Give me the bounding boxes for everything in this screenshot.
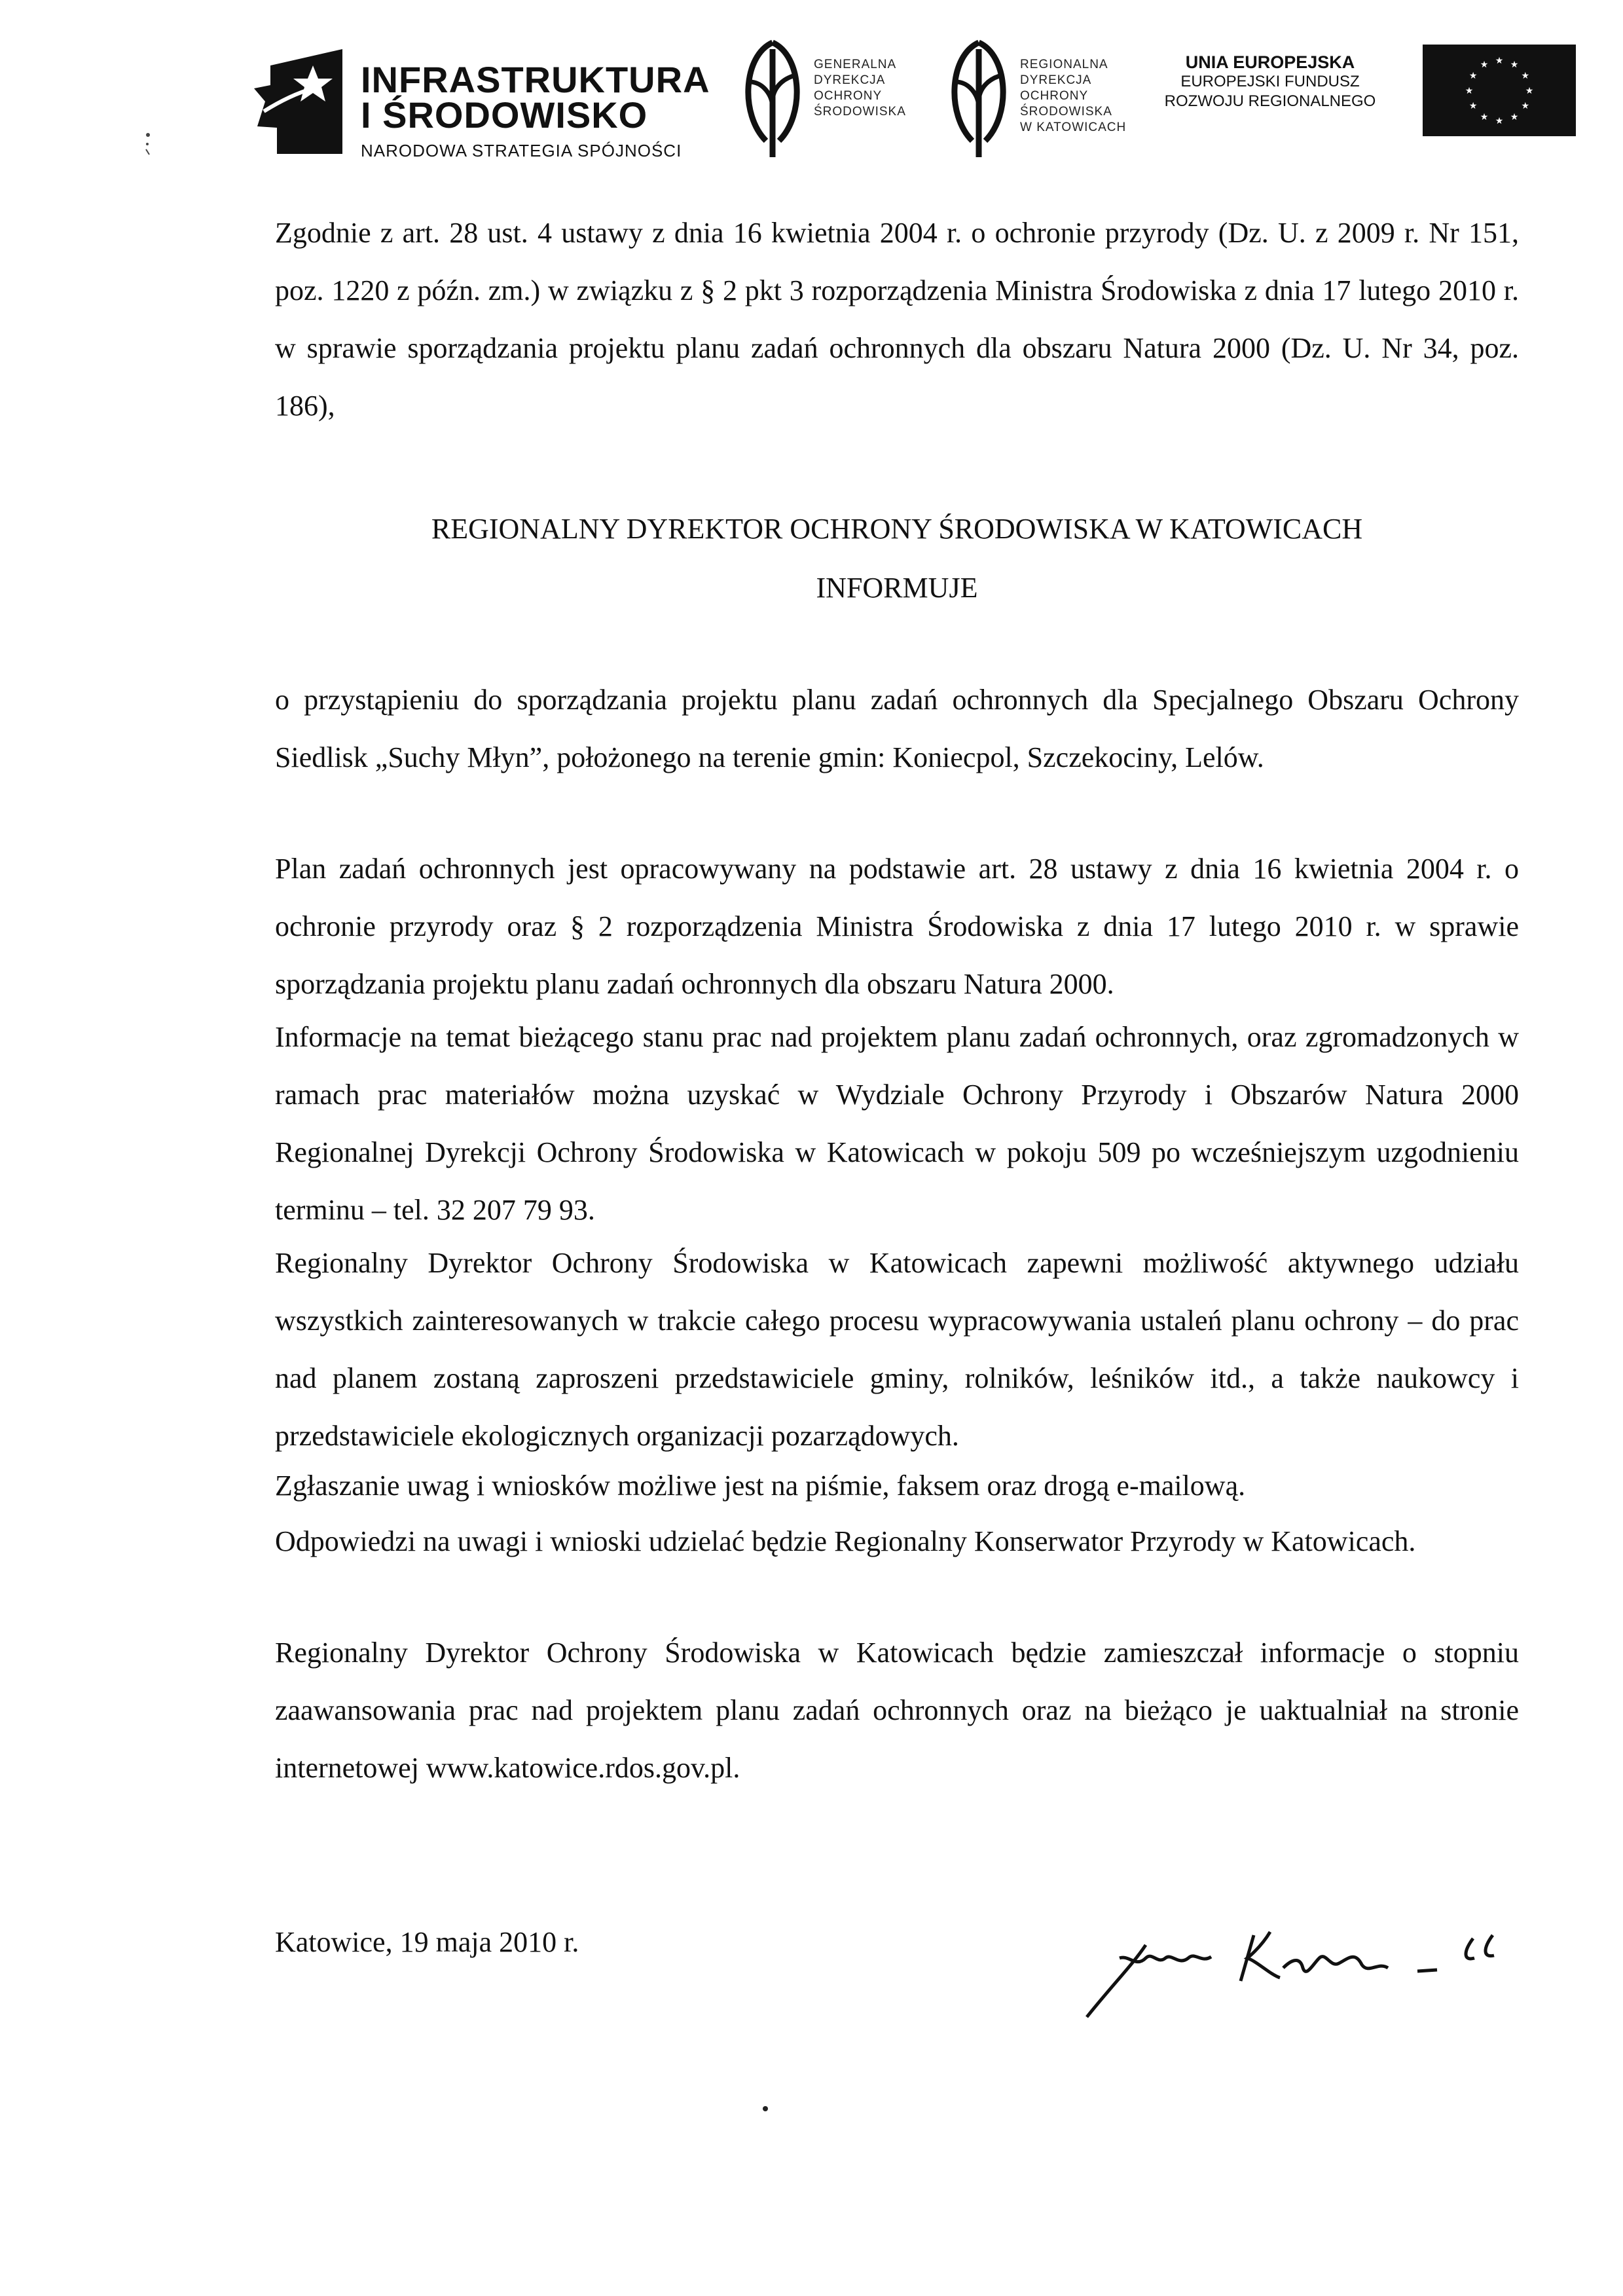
paragraph-4: Regionalny Dyrektor Ochrony Środowiska w Katowicach zapewni możliwość aktywnego udziału wszystkich zainteresowanych w trakcie całego procesu wypracowywania ustaleń planu ochrony – do prac nad planem zostaną zaproszeni przedstawiciele gminy, rolników, leśników itd., a także naukowcy i przedstawiciele ekologicznych organizacji pozarządowych. bbox=[275, 1247, 1519, 1452]
date-line: Katowice, 19 maja 2010 r. bbox=[275, 1926, 579, 1958]
infrastruktura-logo bbox=[251, 36, 709, 160]
gdos-logo bbox=[737, 36, 913, 160]
eu-line1: UNIA EUROPEJSKA bbox=[1185, 52, 1355, 72]
eu-star-icon: ★ bbox=[1525, 86, 1534, 96]
gdos-line: ŚRODOWISKA bbox=[814, 105, 906, 119]
leaf-emblem-icon bbox=[943, 36, 1015, 160]
rdos-line: ŚRODOWISKA bbox=[1020, 105, 1112, 119]
rdos-logo bbox=[943, 36, 1139, 167]
paragraph-2: Plan zadań ochronnych jest opracowywany na podstawie art. 28 ustawy z dnia 16 kwietnia 2004 r. o ochronie przyrody oraz § 2 rozporządzenia Ministra Środowiska z dnia 17 lutego 2010 r. w sprawie sporządzania projektu planu zadań ochronnych dla obszaru Natura 2000. bbox=[275, 853, 1519, 1000]
eu-star-icon: ★ bbox=[1495, 56, 1504, 66]
eu-star-icon: ★ bbox=[1468, 71, 1478, 81]
rdos-line: W KATOWICACH bbox=[1020, 120, 1127, 134]
eu-star-icon: ★ bbox=[1510, 60, 1519, 71]
paragraph-3: Informacje na temat bieżącego stanu prac nad projektem planu zadań ochronnych, oraz zgromadzonych w ramach prac materiałów można uzyskać w Wydziale Ochrony Przyrody i Obszarów Natura 2000 Regionalnej Dyrekcji Ochrony Środowiska w Katowicach w pokoju 509 po wcześniejszym uzgodnieniu terminu – tel. 32 207 79 93. bbox=[275, 1021, 1519, 1226]
eu-logo-text bbox=[1139, 52, 1401, 111]
eu-star-icon: ★ bbox=[1480, 112, 1489, 122]
paragraph-6: Odpowiedzi na uwagi i wnioski udzielać będzie Regionalny Konserwator Przyrody w Katowicach. bbox=[275, 1525, 1416, 1557]
infrastruktura-star-icon bbox=[251, 49, 349, 154]
scan-dot bbox=[763, 2106, 768, 2111]
gdos-line: DYREKCJA bbox=[814, 73, 886, 87]
eu-star-icon: ★ bbox=[1480, 60, 1489, 71]
handwritten-signature bbox=[1074, 1906, 1545, 2024]
gdos-line: OCHRONY bbox=[814, 89, 883, 103]
paragraph-5: Zgłaszanie uwag i wniosków możliwe jest na piśmie, faksem oraz drogą e-mailową. bbox=[275, 1470, 1246, 1502]
eu-star-icon: ★ bbox=[1521, 71, 1530, 81]
rdos-line: OCHRONY bbox=[1020, 89, 1089, 103]
heading-line1: REGIONALNY DYREKTOR OCHRONY ŚRODOWISKA W KATOWICACH bbox=[431, 513, 1363, 545]
intro-paragraph: Zgodnie z art. 28 ust. 4 ustawy z dnia 16 kwietnia 2004 r. o ochronie przyrody (Dz. U. z 2009 r. Nr 151, poz. 1220 z późn. zm.) w związku z § 2 pkt 3 rozporządzenia Ministra Środowiska z dnia 17 lutego 2010 r. w sprawie sporządzania projektu planu zadań ochronnych dla obszaru Natura 2000 (Dz. U. Nr 34, poz. 186), bbox=[275, 217, 1519, 422]
eu-star-icon: ★ bbox=[1521, 102, 1530, 111]
infrastruktura-line2: I ŚRODOWISKO bbox=[361, 94, 648, 136]
eu-star-icon: ★ bbox=[1465, 86, 1474, 96]
paragraph-7: Regionalny Dyrektor Ochrony Środowiska w Katowicach będzie zamieszczał informacje o stopniu zaawansowania prac nad projektem planu zadań ochronnych oraz na bieżąco je uaktualniał na stronie internetowej www.katowice.rdos.gov.pl. bbox=[275, 1637, 1519, 1784]
eu-flag-icon bbox=[1423, 45, 1576, 136]
rdos-line: DYREKCJA bbox=[1020, 73, 1092, 87]
eu-line3: ROZWOJU REGIONALNEGO bbox=[1164, 92, 1376, 110]
infrastruktura-line1: INFRASTRUKTURA bbox=[361, 59, 710, 100]
eu-star-icon: ★ bbox=[1495, 117, 1504, 126]
heading-line2: INFORMUJE bbox=[816, 572, 978, 604]
paragraph-1: o przystąpieniu do sporządzania projektu planu zadań ochronnych dla Specjalnego Obszaru Ochrony Siedlisk „Suchy Młyn”, położonego na terenie gmin: Koniecpol, Szczekociny, Lelów. bbox=[275, 684, 1519, 773]
scan-mark-icon bbox=[144, 131, 152, 157]
gdos-line: GENERALNA bbox=[814, 58, 897, 71]
eu-star-icon: ★ bbox=[1510, 112, 1519, 122]
eu-star-icon: ★ bbox=[1468, 102, 1478, 111]
eu-line2: EUROPEJSKI FUNDUSZ bbox=[1180, 73, 1360, 90]
infrastruktura-subtitle: NARODOWA STRATEGIA SPÓJNOŚCI bbox=[361, 141, 682, 160]
rdos-line: REGIONALNA bbox=[1020, 58, 1108, 71]
leaf-emblem-icon bbox=[737, 36, 809, 160]
